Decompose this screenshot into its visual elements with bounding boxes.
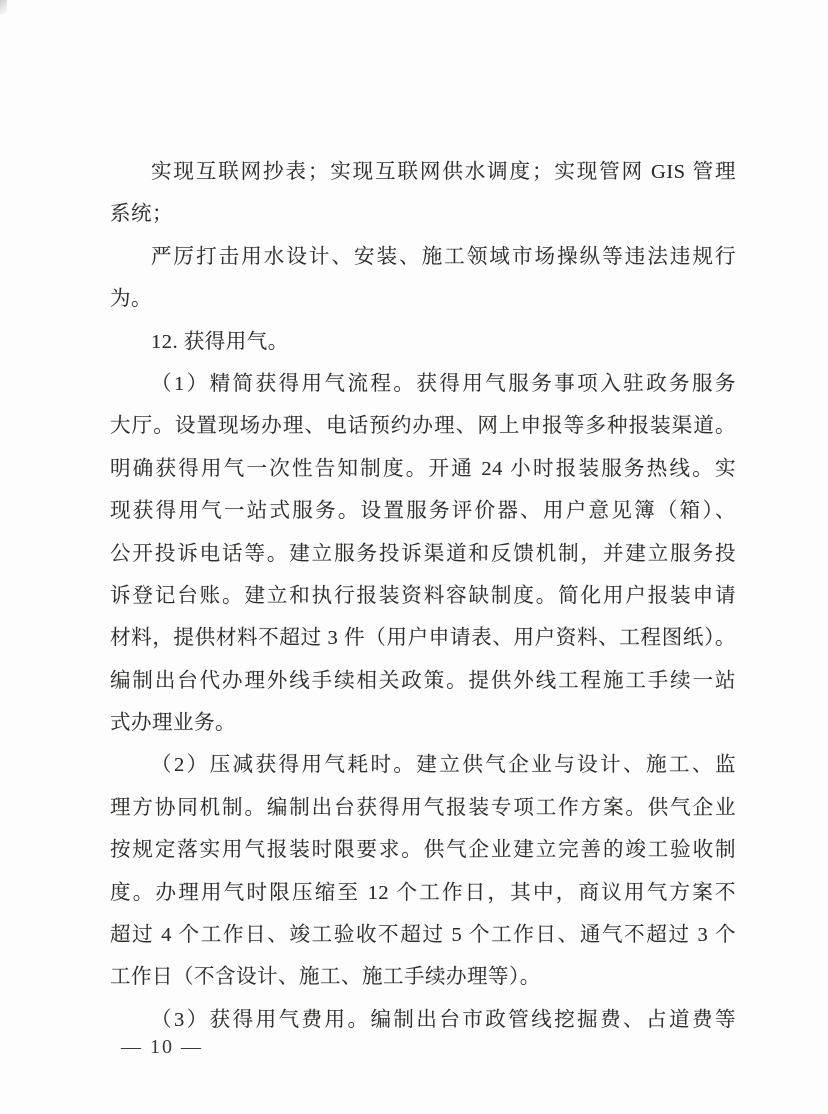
text-line: 严厉打击用水设计、安装、施工领域市场操纵等违法违规行: [151, 245, 736, 268]
text-line: 超过 4 个工作日、竣工验收不超过 5 个工作日、通气不超过 3 个: [110, 924, 736, 947]
text-line: 理方协同机制。编制出台获得用气报装专项工作方案。供气企业: [110, 796, 736, 819]
text-line: 现获得用气一站式服务。设置服务评价器、用户意见簿（箱）、: [110, 500, 736, 523]
text-line: 按规定落实用气报装时限要求。供气企业建立完善的竣工验收制: [110, 839, 736, 862]
text-line: （3）获得用气费用。编制出台市政管线挖掘费、占道费等: [151, 1008, 736, 1031]
text-line: 大厅。设置现场办理、电话预约办理、网上申报等多种报装渠道。: [110, 415, 736, 438]
text-line: 编制出台代办理外线手续相关政策。提供外线工程施工手续一站: [110, 669, 736, 692]
text-line: 式办理业务。: [110, 712, 236, 735]
text-line: 实现互联网抄表；实现互联网供水调度；实现管网 GIS 管理: [151, 161, 736, 183]
scan-artifact: [0, 0, 7, 14]
text-paragraph: [110, 363, 736, 745]
text-line: 公开投诉电话等。建立服务投诉渠道和反馈机制，并建立服务投: [110, 542, 736, 565]
document-body: [110, 151, 736, 1041]
text-line: 材料，提供材料不超过 3 件（用户申请表、用户资料、工程图纸）。: [110, 627, 736, 650]
text-paragraph: [110, 151, 736, 236]
text-line: （1）精简获得用气流程。获得用气服务事项入驻政务服务: [151, 372, 736, 395]
text-paragraph: [110, 236, 736, 321]
text-paragraph: [110, 999, 736, 1041]
text-line: 为。: [110, 288, 152, 311]
text-paragraph: [110, 744, 736, 998]
page-number: — 10 —: [121, 1036, 203, 1058]
text-line: （2）压减获得用气耗时。建立供气企业与设计、施工、监: [151, 754, 736, 777]
text-line: 度。办理用气时限压缩至 12 个工作日，其中，商议用气方案不: [110, 881, 736, 904]
text-line: 工作日（不含设计、施工、施工手续办理等）。: [110, 966, 541, 989]
text-line: 系统；: [110, 203, 173, 226]
text-line: 12. 获得用气。: [151, 330, 289, 353]
text-line: 明确获得用气一次性告知制度。开通 24 小时报装服务热线。实: [110, 457, 736, 480]
text-line: 诉登记台账。建立和执行报装资料容缺制度。简化用户报装申请: [110, 584, 736, 607]
text-paragraph: [110, 321, 736, 363]
